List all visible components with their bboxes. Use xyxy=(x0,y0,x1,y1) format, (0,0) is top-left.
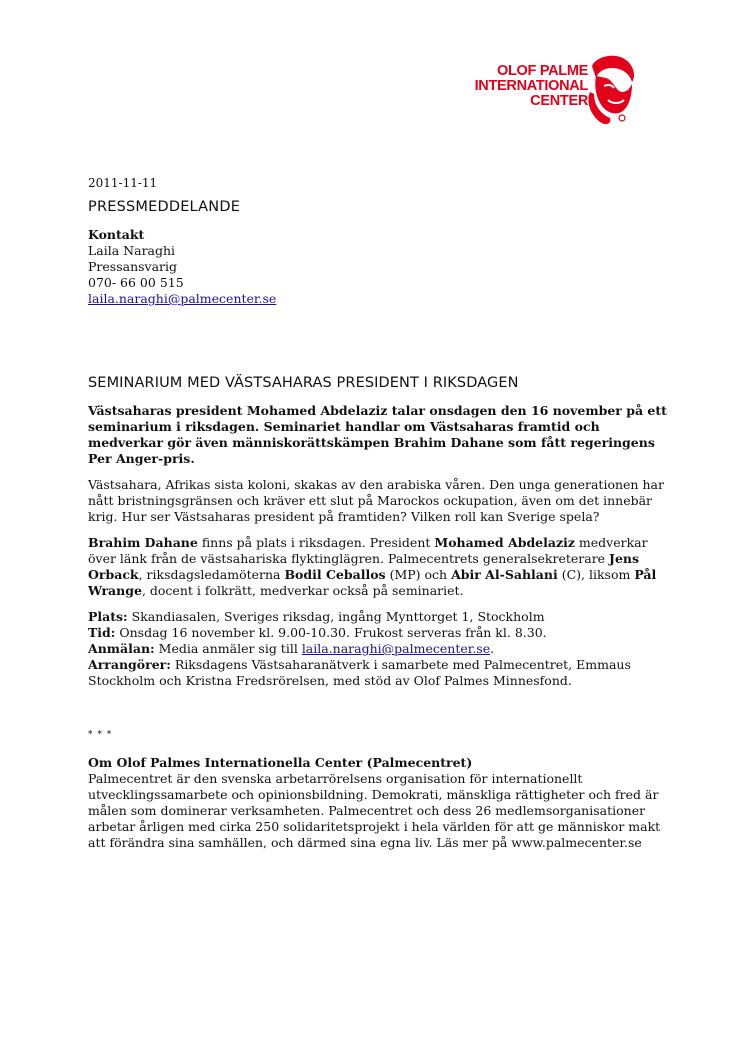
organizers-value: Riksdagens Västsaharanätverk i samarbete med Palmecentret, Emmaus Stockholm och Kristna Fredsrörelsen, med stöd av Olof Palmes Minnesfond. xyxy=(88,657,631,688)
event-time xyxy=(88,625,668,641)
logo-line-1: OLOF PALME xyxy=(497,63,588,79)
olof-palme-logo xyxy=(462,52,642,128)
section-separator: * * * xyxy=(88,730,113,740)
paragraph-background: Västsahara, Afrikas sista koloni, skakas av den arabiska våren. Den unga generationen har nått bristningsgränsen och kräver ett slut på Marockos ockupation, även om det innebär krig. Hur ser Västsaharas president på framtiden? Vilken roll kan Sverige spela? xyxy=(88,477,664,524)
signup-email-link[interactable]: laila.naraghi@palmecenter.se xyxy=(301,641,491,656)
contact-role: Pressansvarig xyxy=(88,259,178,274)
about-heading: Om Olof Palmes Internationella Center (Palmecentret) xyxy=(88,755,473,770)
place-value: Skandiasalen, Sveriges riksdag, ingång Mynttorget 1, Stockholm xyxy=(127,609,545,624)
participants-text: finns på plats i riksdagen. President xyxy=(197,535,435,550)
participants-text: (C), liksom xyxy=(557,567,635,582)
logo-line-2: INTERNATIONAL xyxy=(474,78,588,94)
event-organizers xyxy=(88,657,668,689)
logo-line-3: CENTER xyxy=(530,93,588,109)
document-type-heading: PRESSMEDDELANDE xyxy=(88,199,241,215)
participant-name: Brahim Dahane xyxy=(88,535,198,550)
signup-label: Anmälan: xyxy=(88,641,155,656)
release-date: 2011-11-11 xyxy=(88,176,158,190)
event-info-block xyxy=(88,609,668,689)
headline: SEMINARIUM MED VÄSTSAHARAS PRESIDENT I RIKSDAGEN xyxy=(88,375,519,391)
contact-phone: 070- 66 00 515 xyxy=(88,275,184,290)
lead-paragraph: Västsaharas president Mohamed Abdelaziz talar onsdagen den 16 november på ett seminarium i riksdagen. Seminariet handlar om Västsaharas framtid och medverkar gör även människorättskämpen Brahim Dahane som fått regeringens Per Anger-pris. xyxy=(88,403,667,466)
participant-name: Jens Orback xyxy=(88,551,640,582)
organizers-label: Arrangörer: xyxy=(88,657,171,672)
participant-name: Mohamed Abdelaziz xyxy=(434,535,575,550)
signup-text: Media anmäler sig till xyxy=(154,641,302,656)
contact-block xyxy=(88,227,668,307)
participants-text: , riksdagsledamöterna xyxy=(138,567,285,582)
place-label: Plats: xyxy=(88,609,128,624)
participant-name: Bodil Ceballos xyxy=(284,567,386,582)
event-signup xyxy=(88,641,668,657)
contact-heading: Kontakt xyxy=(88,227,145,242)
participant-name: Abir Al-Sahlani xyxy=(451,567,558,582)
event-place xyxy=(88,609,668,625)
participants-text: medverkar över länk från de västsahariska flyktinglägren. Palmecentrets generalsekreterare xyxy=(88,535,648,566)
contact-email-link[interactable]: laila.naraghi@palmecenter.se xyxy=(88,291,277,306)
time-value: Onsdag 16 november kl. 9.00-10.30. Frukost serveras från kl. 8.30. xyxy=(115,625,547,640)
participants-text: (MP) och xyxy=(385,567,452,582)
participants-text: , docent i folkrätt, medverkar också på seminariet. xyxy=(141,583,464,598)
logo-wordmark xyxy=(462,64,588,109)
olof-palme-portrait-icon xyxy=(582,52,638,128)
press-release-body xyxy=(88,175,668,851)
participant-name: Pål Wrange xyxy=(88,567,657,598)
contact-name: Laila Naraghi xyxy=(88,243,176,258)
signup-end: . xyxy=(490,641,495,656)
paragraph-participants xyxy=(88,535,668,599)
time-label: Tid: xyxy=(88,625,116,640)
about-paragraph: Palmecentret är den svenska arbetarrörelsens organisation för internationellt utvecklingssamarbete och opinionsbildning. Demokrati, mänskliga rättigheter och fred är målen som dominerar verksamheten. Palmecentret och dess 26 medlemsorganisationer arbetar årligen med cirka 250 solidaritetsprojekt i hela världen för att ge människor makt att förändra sina samhällen, och därmed sina egna liv. Läs mer på www.palmecenter.se xyxy=(88,771,661,850)
